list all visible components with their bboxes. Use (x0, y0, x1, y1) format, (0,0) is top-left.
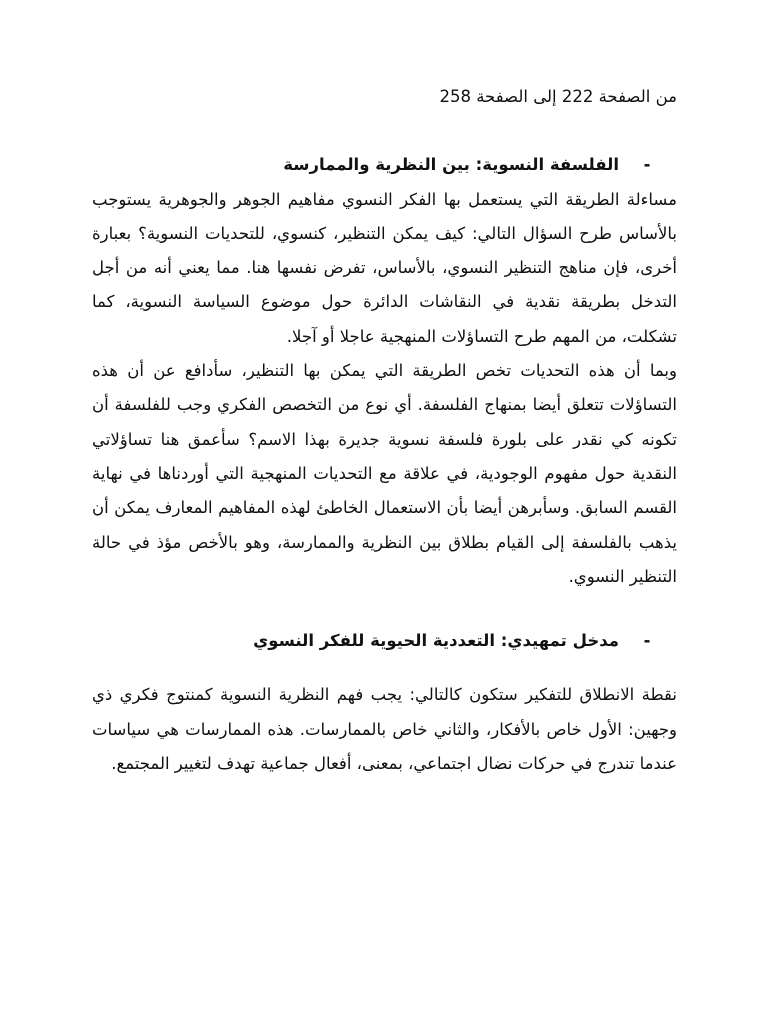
heading-dash: - (643, 155, 651, 175)
paragraph: مساءلة الطريقة التي يستعمل بها الفكر النسوي مفاهيم الجوهر والجوهرية يستوجب بالأساس طرح السؤال التالي: كيف يمكن التنظير، كنسوي، للتحديات النسوية؟ بعبارة أخرى، فإن مناهج التنظير النسوي، بالأساس، تفرض نفسها هنا. مما يعني أنه من أجل التدخل بطريقة نقدية في النقاشات الدائرة حول موضوع السياسة النسوية، كما تشكلت، من المهم طرح التساؤلات المنهجية عاجلا أو آجلا. (92, 189, 677, 346)
paragraph: نقطة الانطلاق للتفكير ستكون كالتالي: يجب فهم النظرية النسوية كمنتوج فكري ذي وجهين: الأول خاص بالأفكار، والثاني خاص بالممارسات. هذه الممارسات هي سياسات عندما تندرج في حركات نضال اجتماعي، بمعنى، أفعال جماعية تهدف لتغيير المجتمع. (92, 685, 677, 774)
section-heading-1 (92, 148, 677, 182)
heading-dash: - (643, 631, 651, 651)
spacer (92, 658, 677, 678)
section-heading-text: مدخل تمهيدي: التعددية الحيوية للفكر النسوي (253, 631, 619, 651)
spacer (92, 594, 677, 624)
section-heading-text: الفلسفة النسوية: بين النظرية والممارسة (283, 155, 619, 175)
section-heading-2 (92, 624, 677, 658)
paragraph: وبما أن هذه التحديات تخص الطريقة التي يمكن بها التنظير، سأدافع عن أن هذه التساؤلات تتعلق أيضا بمنهاج الفلسفة. أي نوع من التخصص الفكري وجب للفلسفة أن تكونه كي نقدر على بلورة فلسفة نسوية جديرة بهذا الاسم؟ سأعمق هنا تساؤلاتي النقدية حول مفهوم الوجودية، في علاقة مع التحديات المنهجية التي أوردناها في نهاية القسم السابق. وسأبرهن أيضا بأن الاستعمال الخاطئ لهذه المفاهيم المعارف يمكن أن يذهب بالفلسفة إلى القيام بطلاق بين النظرية والممارسة، وهو بالأخص مؤذ في حالة التنظير النسوي. (92, 361, 677, 586)
document-page (92, 80, 677, 781)
page-range-line: من الصفحة 222 إلى الصفحة 258 (439, 87, 677, 106)
